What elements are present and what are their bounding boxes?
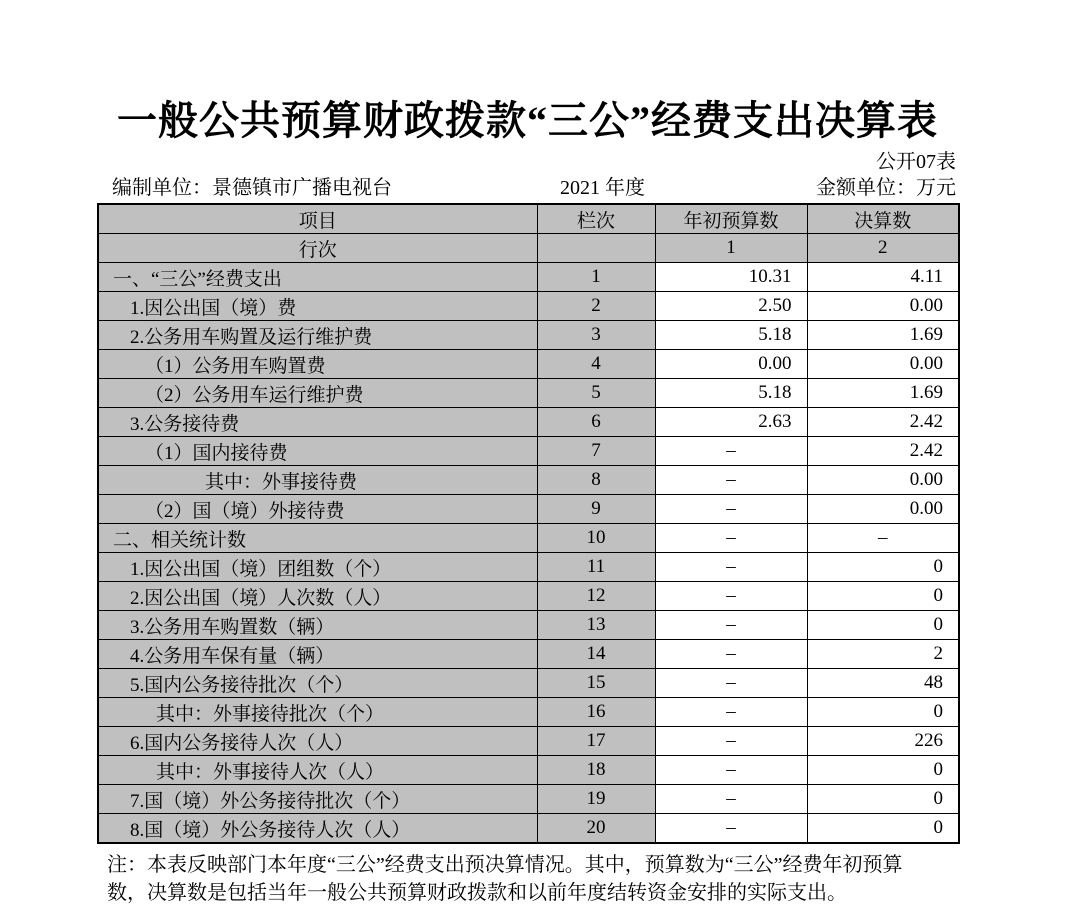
final-cell: 0 [807, 582, 959, 611]
budget-cell: 2.50 [655, 292, 807, 321]
fiscal-year-label: 2021 年度 [560, 177, 645, 199]
line-number-cell: 9 [537, 495, 655, 524]
table-row [98, 379, 959, 408]
budget-cell: – [655, 756, 807, 785]
item-cell: 4.公务用车保有量（辆） [98, 640, 537, 669]
footnote-line-1: 注：本表反映部门本年度“三公”经费支出预决算情况。其中，预算数为“三公”经费年初预算 [107, 854, 903, 876]
item-cell: 一、“三公”经费支出 [98, 263, 537, 292]
item-cell: （2）公务用车运行维护费 [98, 379, 537, 408]
item-cell: 8.国（境）外公务接待人次（人） [98, 814, 537, 844]
final-cell: 226 [807, 727, 959, 756]
line-number-cell: 20 [537, 814, 655, 844]
final-cell: 0.00 [807, 350, 959, 379]
table-row [98, 785, 959, 814]
table-row [98, 698, 959, 727]
budget-cell: – [655, 553, 807, 582]
line-number-cell: 2 [537, 292, 655, 321]
table-row [98, 263, 959, 292]
budget-cell: – [655, 437, 807, 466]
budget-cell: 0.00 [655, 350, 807, 379]
table-row [98, 553, 959, 582]
final-cell: 0 [807, 814, 959, 844]
budget-cell: – [655, 524, 807, 553]
final-cell: – [807, 524, 959, 553]
table-row [98, 350, 959, 379]
budget-cell: 2.63 [655, 408, 807, 437]
item-cell: 二、相关统计数 [98, 524, 537, 553]
final-cell: 0 [807, 698, 959, 727]
final-cell: 0 [807, 611, 959, 640]
item-cell: 5.国内公务接待批次（个） [98, 669, 537, 698]
column-header-final: 决算数 [807, 204, 959, 234]
line-number-cell: 15 [537, 669, 655, 698]
item-cell: （2）国（境）外接待费 [98, 495, 537, 524]
line-number-cell: 17 [537, 727, 655, 756]
table-row [98, 814, 959, 844]
footnote-line-2: 数，决算数是包括当年一般公共预算财政拨款和以前年度结转资金安排的实际支出。 [107, 882, 847, 904]
table-header-row [98, 204, 959, 234]
line-number-cell: 18 [537, 756, 655, 785]
line-number-cell: 13 [537, 611, 655, 640]
final-cell: 2 [807, 640, 959, 669]
line-number-cell: 16 [537, 698, 655, 727]
table-row [98, 669, 959, 698]
budget-cell: 5.18 [655, 379, 807, 408]
final-cell: 1.69 [807, 379, 959, 408]
item-cell: 其中：外事接待批次（个） [98, 698, 537, 727]
column-header-item: 项目 [98, 204, 537, 234]
column-number-2: 2 [807, 234, 959, 263]
item-cell: 2.因公出国（境）人次数（人） [98, 582, 537, 611]
final-cell: 0.00 [807, 466, 959, 495]
budget-cell: – [655, 698, 807, 727]
table-row [98, 727, 959, 756]
budget-cell: – [655, 669, 807, 698]
table-meta-row [97, 175, 958, 201]
table-row [98, 640, 959, 669]
table-code: 公开07表 [876, 151, 956, 173]
budget-cell: – [655, 785, 807, 814]
item-cell: （1）国内接待费 [98, 437, 537, 466]
final-cell: 1.69 [807, 321, 959, 350]
table-row [98, 408, 959, 437]
budget-cell: – [655, 582, 807, 611]
item-cell: 1.因公出国（境）费 [98, 292, 537, 321]
final-cell: 0.00 [807, 495, 959, 524]
line-number-cell: 3 [537, 321, 655, 350]
item-cell: 6.国内公务接待人次（人） [98, 727, 537, 756]
document-sheet [97, 0, 958, 907]
line-number-cell: 10 [537, 524, 655, 553]
amount-unit-label: 金额单位：万元 [816, 177, 956, 199]
prepared-by-label: 编制单位：景德镇市广播电视台 [112, 177, 392, 199]
line-number-cell: 4 [537, 350, 655, 379]
final-cell: 4.11 [807, 263, 959, 292]
line-number-cell: 7 [537, 437, 655, 466]
budget-cell: – [655, 640, 807, 669]
page-title: 一般公共预算财政拨款“三公”经费支出决算表 [117, 98, 938, 143]
table-row [98, 524, 959, 553]
line-number-cell: 1 [537, 263, 655, 292]
table-row [98, 292, 959, 321]
budget-cell: 5.18 [655, 321, 807, 350]
table-row [98, 611, 959, 640]
table-row [98, 582, 959, 611]
line-number-cell: 14 [537, 640, 655, 669]
item-cell: 其中：外事接待费 [98, 466, 537, 495]
column-header-budget: 年初预算数 [655, 204, 807, 234]
table-row [98, 756, 959, 785]
final-cell: 0 [807, 756, 959, 785]
item-cell: 7.国（境）外公务接待批次（个） [98, 785, 537, 814]
budget-table [97, 203, 960, 844]
item-cell: （1）公务用车购置费 [98, 350, 537, 379]
table-row [98, 437, 959, 466]
line-number-cell: 6 [537, 408, 655, 437]
item-cell: 1.因公出国（境）团组数（个） [98, 553, 537, 582]
budget-cell: – [655, 611, 807, 640]
empty-cell [537, 234, 655, 263]
row-header-label: 行次 [98, 234, 537, 263]
table-row [98, 466, 959, 495]
final-cell: 48 [807, 669, 959, 698]
table-subheader-row [98, 234, 959, 263]
table-row [98, 495, 959, 524]
budget-cell: – [655, 495, 807, 524]
final-cell: 0 [807, 785, 959, 814]
line-number-cell: 5 [537, 379, 655, 408]
final-cell: 2.42 [807, 437, 959, 466]
budget-cell: 10.31 [655, 263, 807, 292]
line-number-cell: 19 [537, 785, 655, 814]
item-cell: 其中：外事接待人次（人） [98, 756, 537, 785]
column-number-1: 1 [655, 234, 807, 263]
final-cell: 2.42 [807, 408, 959, 437]
line-number-cell: 8 [537, 466, 655, 495]
item-cell: 3.公务用车购置数（辆） [98, 611, 537, 640]
item-cell: 3.公务接待费 [98, 408, 537, 437]
budget-cell: – [655, 727, 807, 756]
table-body [98, 263, 959, 844]
table-row [98, 321, 959, 350]
final-cell: 0 [807, 553, 959, 582]
item-cell: 2.公务用车购置及运行维护费 [98, 321, 537, 350]
budget-cell: – [655, 814, 807, 844]
line-number-cell: 12 [537, 582, 655, 611]
footnote [97, 851, 958, 907]
column-header-column: 栏次 [537, 204, 655, 234]
final-cell: 0.00 [807, 292, 959, 321]
line-number-cell: 11 [537, 553, 655, 582]
budget-cell: – [655, 466, 807, 495]
